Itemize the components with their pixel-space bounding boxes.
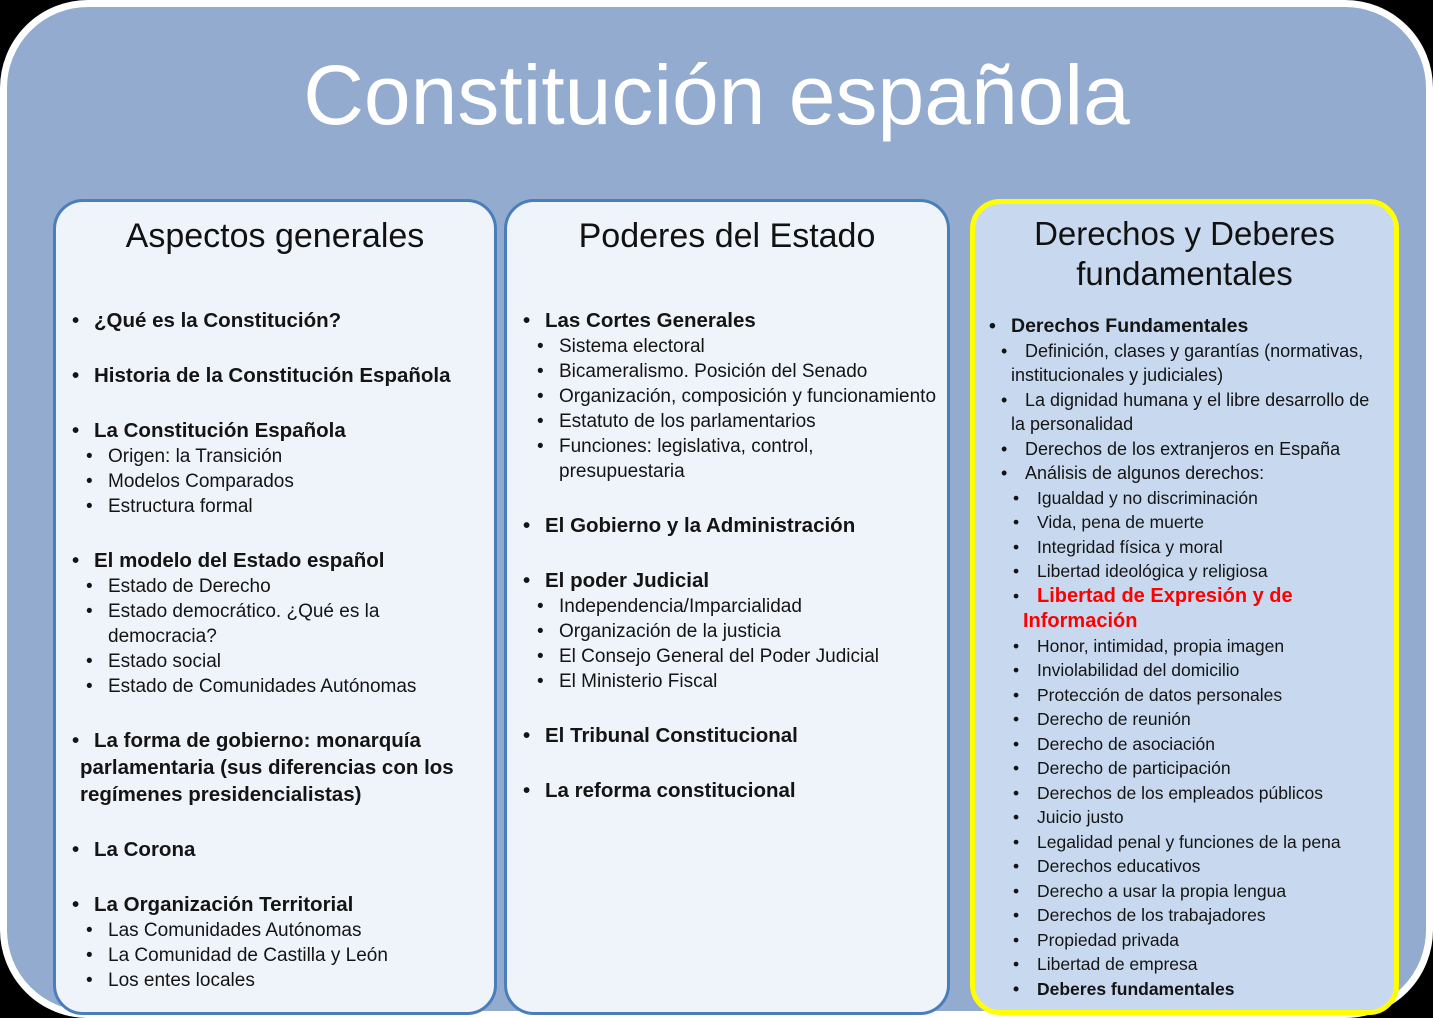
bullet-icon: •: [1013, 536, 1020, 557]
bullet-text: Las Comunidades Autónomas: [108, 920, 362, 942]
bullet-item: [989, 707, 1388, 732]
bullet-icon: •: [86, 446, 93, 468]
bullet-text: Estado social: [108, 651, 222, 673]
bullet-icon: •: [1013, 561, 1020, 581]
slide-title: Constitución española: [303, 48, 1130, 142]
bullet-icon: •: [86, 496, 93, 518]
bullet-text: Organización de la justicia: [559, 621, 781, 643]
bullet-item: [523, 409, 939, 434]
bullet-text: Derecho a usar la propia lengua: [1037, 880, 1287, 901]
bullet-item: [523, 359, 939, 384]
bullet-item: [72, 362, 486, 389]
bullet-icon: •: [72, 364, 80, 388]
bullet-text: Las Cortes Generales: [545, 309, 756, 333]
bullet-icon: •: [86, 970, 93, 992]
bullet-item: [72, 968, 486, 993]
panel-derechos-y-deberes: [970, 199, 1399, 1015]
bullet-icon: •: [537, 646, 544, 668]
bullet-icon: •: [1013, 831, 1020, 852]
bullet-text: Bicameralismo. Posición del Senado: [559, 361, 868, 383]
bullet-text: Protección de datos personales: [1037, 684, 1283, 705]
bullet-icon: •: [537, 361, 544, 383]
bullet-text: Modelos Comparados: [108, 471, 294, 493]
bullet-text: ¿Qué es la Constitución?: [94, 309, 342, 333]
bullet-item: [989, 683, 1388, 708]
bullet-text: Derecho de reunión: [1037, 709, 1191, 729]
bullet-icon: •: [1013, 954, 1020, 974]
bullet-icon: •: [1013, 929, 1020, 950]
panel-title-derechos-y-deberes: Derechos y Deberes fundamentales: [1034, 215, 1335, 293]
bullet-item: [989, 781, 1388, 806]
bullet-item: [989, 486, 1388, 511]
bullet-icon: •: [86, 676, 93, 698]
bullet-text: Independencia/Imparcialidad: [559, 596, 802, 618]
bullet-icon: •: [72, 893, 80, 917]
bullet-text: El modelo del Estado español: [94, 549, 385, 573]
bullet-icon: •: [72, 729, 80, 753]
bullet-icon: •: [1001, 389, 1008, 410]
bullet-item: [72, 599, 486, 649]
bullet-text: Deberes fundamentales: [1037, 978, 1235, 999]
bullet-item: [523, 567, 939, 594]
bullet-item: [989, 879, 1388, 904]
bullet-icon: •: [1001, 438, 1008, 459]
bullet-item: [72, 918, 486, 943]
bullet-icon: •: [537, 386, 544, 408]
bullet-text: La Corona: [94, 838, 196, 862]
bullet-text: Derechos Fundamentales: [1011, 314, 1249, 337]
bullet-text: Análisis de algunos derechos:: [1025, 463, 1265, 483]
bullet-icon: •: [1013, 905, 1020, 925]
bullet-item: [989, 313, 1388, 339]
bullet-text: Estructura formal: [108, 496, 253, 518]
bullet-icon: •: [1013, 635, 1020, 656]
bullet-item: [523, 384, 939, 409]
bullet-icon: •: [1013, 487, 1020, 508]
bullet-icon: •: [537, 336, 544, 358]
bullet-icon: •: [86, 945, 93, 967]
bullet-item: [523, 777, 939, 804]
bullet-text: El Consejo General del Poder Judicial: [559, 646, 880, 668]
panel-list-aspectos-generales: [56, 307, 494, 993]
bullet-icon: •: [1013, 660, 1020, 680]
panel-title-aspectos-generales: Aspectos generales: [125, 217, 425, 255]
bullet-item: [72, 469, 486, 494]
bullet-text: Legalidad penal y funciones de la pena: [1037, 831, 1341, 852]
bullet-icon: •: [86, 471, 93, 493]
bullet-icon: •: [1013, 978, 1020, 999]
bullet-text: Libertad de Expresión y de Información: [1023, 584, 1293, 632]
bullet-text: Estatuto de los parlamentarios: [559, 411, 816, 433]
bullet-icon: •: [72, 309, 80, 333]
bullet-text: La dignidad humana y el libre desarrollo de la personalidad: [1011, 389, 1370, 434]
bullet-icon: •: [1013, 880, 1020, 901]
bullet-text: Derechos educativos: [1037, 856, 1201, 876]
bullet-text: Juicio justo: [1037, 807, 1124, 827]
bullet-item: [989, 903, 1388, 928]
bullet-text: Historia de la Constitución Española: [94, 364, 451, 388]
bullet-icon: •: [523, 309, 531, 333]
bullet-item: [523, 644, 939, 669]
bullet-item: [72, 417, 486, 444]
bullet-item: [523, 722, 939, 749]
bullet-icon: •: [537, 621, 544, 643]
panel-list-poderes-del-estado: [507, 307, 947, 804]
bullet-text: El Gobierno y la Administración: [545, 514, 856, 538]
bullet-icon: •: [86, 576, 93, 598]
bullet-text: Vida, pena de muerte: [1037, 512, 1205, 532]
bullet-text: Estado democrático. ¿Qué es la democracia?: [108, 601, 380, 648]
bullet-item: [989, 854, 1388, 879]
bullet-item: [523, 334, 939, 359]
bullet-text: Estado de Comunidades Autónomas: [108, 676, 417, 698]
bullet-icon: •: [523, 724, 531, 748]
bullet-icon: •: [1013, 709, 1020, 729]
bullet-text: Derechos de los empleados públicos: [1037, 782, 1323, 803]
bullet-text: Honor, intimidad, propia imagen: [1037, 635, 1285, 656]
bullet-item: [989, 805, 1388, 830]
bullet-text: Propiedad privada: [1037, 929, 1180, 950]
bullet-icon: •: [537, 596, 544, 618]
bullet-text: Los entes locales: [108, 970, 255, 992]
bullet-text: Libertad de empresa: [1037, 954, 1198, 974]
bullet-icon: •: [1001, 463, 1008, 483]
bullet-text: Libertad ideológica y religiosa: [1037, 561, 1268, 581]
bullet-item: [989, 584, 1388, 634]
bullet-text: La Organización Territorial: [94, 893, 354, 917]
bullet-item: [989, 437, 1388, 462]
bullet-item: [72, 494, 486, 519]
bullet-text: La forma de gobierno: monarquía parlamentaria (sus diferencias con los regímenes presidencialistas): [80, 729, 454, 807]
bullet-text: Derecho de asociación: [1037, 733, 1216, 754]
bullet-icon: •: [1001, 340, 1008, 361]
bullet-text: El Ministerio Fiscal: [559, 671, 718, 693]
bullet-text: Estado de Derecho: [108, 576, 271, 598]
bullet-item: [72, 836, 486, 863]
bullet-text: La Constitución Española: [94, 419, 346, 443]
bullet-text: Derechos de los extranjeros en España: [1025, 438, 1341, 459]
bullet-text: Derechos de los trabajadores: [1037, 905, 1266, 925]
bullet-text: Origen: la Transición: [108, 446, 283, 468]
bullet-icon: •: [523, 779, 531, 803]
bullet-text: Sistema electoral: [559, 336, 705, 358]
bullet-text: Integridad física y moral: [1037, 536, 1223, 557]
bullet-icon: •: [1013, 807, 1020, 827]
bullet-item: [989, 732, 1388, 757]
bullet-item: [989, 535, 1388, 560]
bullet-item: [523, 434, 939, 484]
bullet-item: [72, 649, 486, 674]
panel-title-poderes-del-estado: Poderes del Estado: [578, 217, 876, 255]
bullet-icon: •: [989, 314, 996, 337]
bullet-icon: •: [72, 838, 80, 862]
bullet-item: [989, 952, 1388, 977]
bullet-item: [989, 658, 1388, 683]
bullet-item: [72, 943, 486, 968]
bullet-item: [72, 444, 486, 469]
bullet-icon: •: [1013, 684, 1020, 705]
bullet-text: Derecho de participación: [1037, 758, 1231, 778]
bullet-icon: •: [1013, 733, 1020, 754]
bullet-text: Inviolabilidad del domicilio: [1037, 660, 1240, 680]
bullet-item: [989, 830, 1388, 855]
bullet-text: La reforma constitucional: [545, 779, 796, 803]
bullet-item: [72, 674, 486, 699]
bullet-icon: •: [523, 569, 531, 593]
bullet-icon: •: [1013, 782, 1020, 803]
bullet-item: [523, 512, 939, 539]
panel-aspectos-generales: [53, 199, 497, 1015]
bullet-item: [989, 977, 1388, 1002]
bullet-item: [523, 619, 939, 644]
bullet-icon: •: [72, 419, 80, 443]
bullet-item: [989, 928, 1388, 953]
bullet-icon: •: [537, 411, 544, 433]
bullet-text: El Tribunal Constitucional: [545, 724, 798, 748]
bullet-icon: •: [537, 671, 544, 693]
bullet-item: [989, 461, 1388, 486]
bullet-item: [72, 574, 486, 599]
bullet-item: [72, 547, 486, 574]
bullet-item: [989, 559, 1388, 584]
bullet-icon: •: [1013, 512, 1020, 532]
bullet-text: Definición, clases y garantías (normativas, institucionales y judiciales): [1011, 340, 1364, 385]
bullet-item: [523, 594, 939, 619]
bullet-item: [989, 510, 1388, 535]
bullet-icon: •: [1013, 856, 1020, 876]
bullet-text: Igualdad y no discriminación: [1037, 487, 1258, 508]
bullet-item: [523, 307, 939, 334]
bullet-item: [989, 388, 1388, 437]
bullet-icon: •: [86, 651, 93, 673]
bullet-item: [989, 339, 1388, 388]
bullet-text: El poder Judicial: [545, 569, 710, 593]
bullet-text: Organización, composición y funcionamiento: [559, 386, 937, 408]
bullet-text: Funciones: legislativa, control, presupuestaria: [559, 436, 814, 483]
bullet-item: [989, 634, 1388, 659]
bullet-item: [72, 727, 486, 808]
bullet-icon: •: [523, 514, 531, 538]
bullet-icon: •: [537, 436, 544, 458]
bullet-item: [523, 669, 939, 694]
bullet-icon: •: [1013, 585, 1020, 606]
bullet-icon: •: [86, 920, 93, 942]
bullet-icon: •: [86, 601, 93, 623]
bullet-item: [989, 756, 1388, 781]
bullet-icon: •: [1013, 758, 1020, 778]
bullet-text: La Comunidad de Castilla y León: [108, 945, 388, 967]
panel-poderes-del-estado: [504, 199, 950, 1015]
bullet-icon: •: [72, 549, 80, 573]
bullet-item: [72, 307, 486, 334]
panel-list-derechos-y-deberes: [975, 313, 1394, 1002]
bullet-item: [72, 891, 486, 918]
